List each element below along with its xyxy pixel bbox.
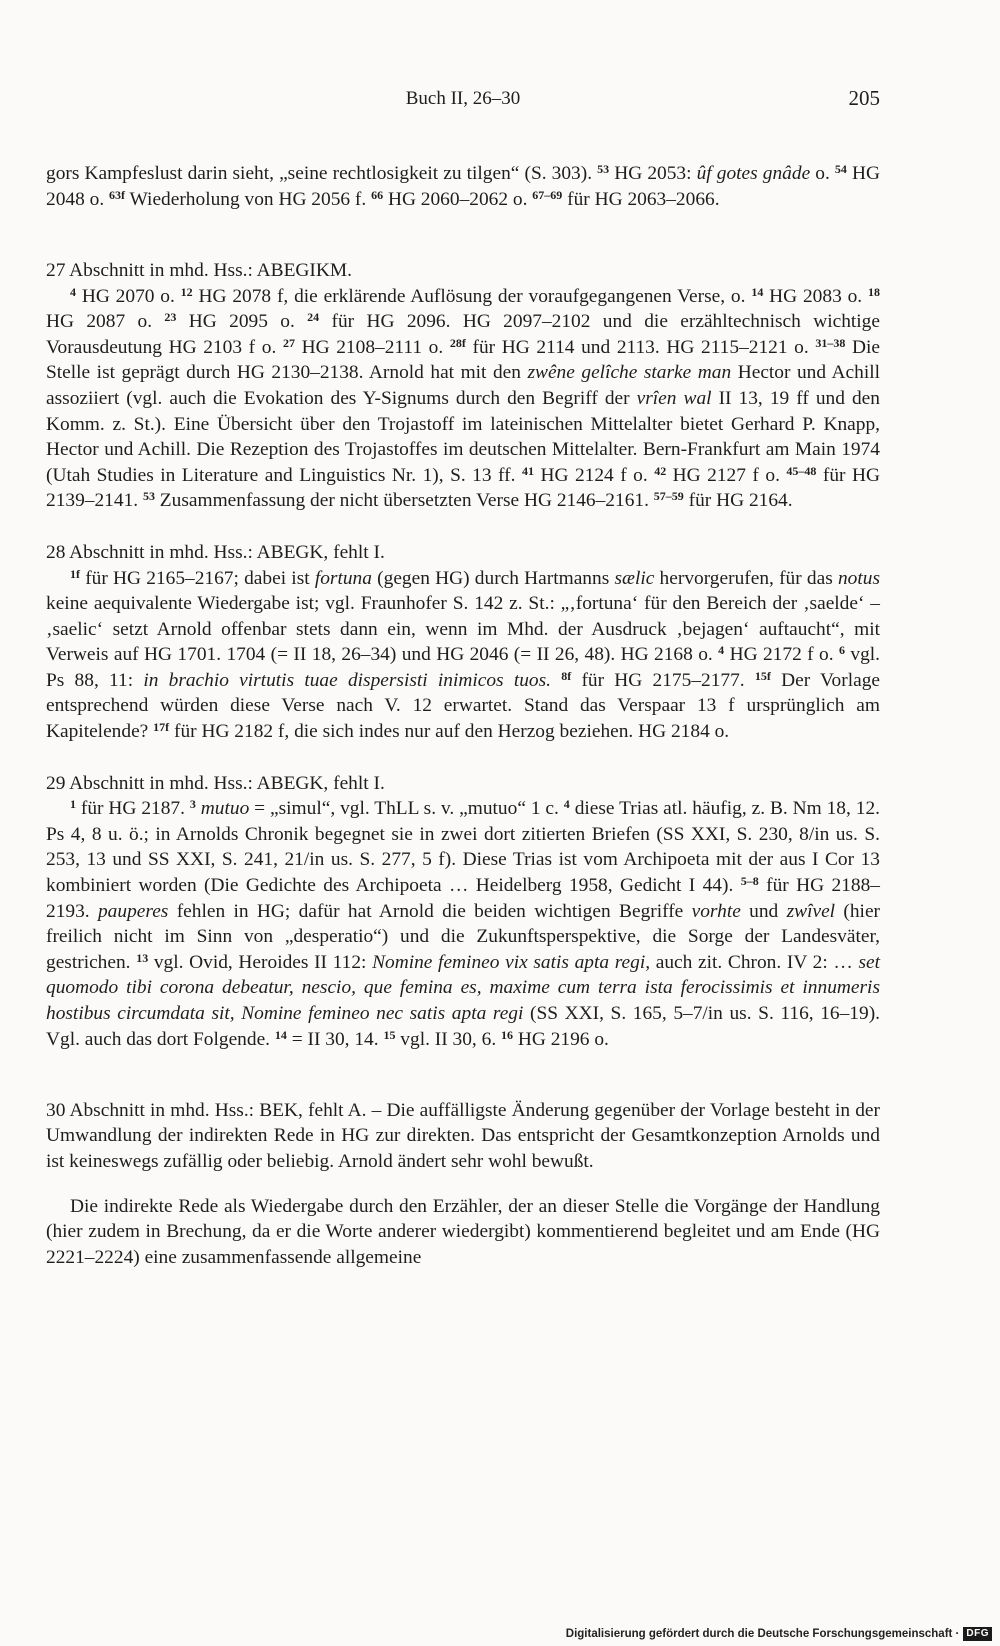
quoted-text: notus xyxy=(837,567,880,589)
note-number: 4 xyxy=(718,643,725,658)
text-run: HG 2078 f, die erklärende Auflösung der voraufgegangenen Verse, o. xyxy=(192,285,752,307)
note-number: 1f xyxy=(70,566,80,581)
page-header xyxy=(46,86,880,116)
text-run: HG 2095 o. xyxy=(176,311,308,333)
note-number: 14 xyxy=(751,284,764,299)
section-26-continuation xyxy=(46,161,880,212)
text-run: für HG 2164. xyxy=(683,490,793,512)
text-run: = II 30, 14. xyxy=(286,1028,384,1050)
note-number: 57–59 xyxy=(653,489,684,504)
quoted-text: set quomodo tibi corona debeatur, nescio, que femina es, maxime cum terra ista ferocissimis et innumeris hostibus circumdata sit, Nomine femineo nec satis apta regi xyxy=(46,951,880,1024)
quoted-text: zwîvel xyxy=(786,900,836,922)
section-text xyxy=(46,284,880,514)
note-number: 14 xyxy=(274,1027,287,1042)
text-run: Hector und Achill assoziiert (vgl. auch die Evokation des Y-Signums durch den Begriff der xyxy=(46,362,880,409)
section-28 xyxy=(46,540,880,745)
quoted-text: in brachio virtutis tuae dispersisti inimicos tuos. xyxy=(143,669,552,691)
note-number: 23 xyxy=(164,310,177,325)
section-heading: 27 Abschnitt in mhd. Hss.: ABEGIKM. xyxy=(46,259,352,281)
note-number: 3 xyxy=(189,797,196,812)
section-heading: 29 Abschnitt in mhd. Hss.: ABEGK, fehlt I. xyxy=(46,772,385,794)
text-run: HG 2053: xyxy=(609,163,697,185)
note-number: 15 xyxy=(383,1027,396,1042)
text-run: für HG 2187. xyxy=(76,798,190,820)
text-run: und xyxy=(740,900,787,922)
text-run: für HG 2063–2066. xyxy=(562,188,720,210)
text-run: für HG 2188–2193. xyxy=(46,875,881,922)
quoted-text: sælic xyxy=(614,567,655,589)
text-run: (hier freilich nicht im Sinn von „desperatio“) und die Zukunftsperspektive, die Sorge der Landesväter, gestrichen. xyxy=(46,900,881,973)
text-run: Zusammenfassung der nicht übersetzten Verse HG 2146–2161. xyxy=(154,490,654,512)
text-run: HG 2108–2111 o. xyxy=(294,336,450,358)
note-number: 1 xyxy=(70,797,76,812)
note-number: 45–48 xyxy=(786,463,817,478)
text-run: für HG 2114 und 2113. HG 2115–2121 o. xyxy=(465,336,816,358)
text-run: HG 2083 o. xyxy=(763,285,868,307)
note-number: 67–69 xyxy=(532,187,563,202)
text-run xyxy=(551,670,561,691)
note-number: 66 xyxy=(371,187,384,202)
section-heading: 28 Abschnitt in mhd. Hss.: ABEGK, fehlt I. xyxy=(46,541,385,563)
text-run: für HG 2175–2177. xyxy=(571,669,755,691)
text-run: für HG 2139–2141. xyxy=(46,464,880,512)
text-run: für HG 2182 f, die sich indes nur auf den Herzog beziehen. HG 2184 o. xyxy=(169,721,730,743)
quoted-text: vrîen wal xyxy=(636,387,712,409)
section-text xyxy=(46,1098,880,1175)
text-run: o. xyxy=(810,163,835,185)
quoted-text: fortuna xyxy=(314,567,372,589)
note-number: 4 xyxy=(70,284,76,299)
note-number: 4 xyxy=(563,797,570,812)
quoted-text: zwêne gelîche starke man xyxy=(527,362,732,384)
section-text xyxy=(46,161,880,212)
text-run: für HG 2096. HG 2097–2102 und die erzähltechnisch wichtige Vorausdeutung HG 2103 f o. xyxy=(46,311,880,358)
note-number: 28f xyxy=(449,335,466,350)
text-run: HG 2172 f o. xyxy=(724,644,839,666)
text-run: hervorgerufen, für das xyxy=(654,567,838,589)
text-run: diese Trias atl. häufig, z. B. Nm 18, 12. Ps 4, 8 u. ö.; in Arnolds Chronik begegnet sie in zwei dort zitierten Briefen (SS XXI, S. 230, 8/in us. S. 253, 13 und SS XXI, S. 241, 21/in us. S. 277, 5 f). Diese Trias ist vom Archipoeta mit der aus I Cor 13 kombiniert worden (Die Gedichte des Archipoeta … Heidelberg 1958, Gedicht I 44). xyxy=(46,798,880,897)
note-number: 13 xyxy=(136,950,149,965)
note-number: 53 xyxy=(597,162,610,177)
credit-text: Digitalisierung gefördert durch die Deutsche Forschungsgemeinschaft · xyxy=(565,1628,960,1640)
section-29 xyxy=(46,771,880,1053)
running-title: Buch II, 26–30 xyxy=(405,88,521,109)
dfg-logo: DFG xyxy=(963,1627,992,1641)
quoted-text: ûf gotes gnâde xyxy=(696,163,811,185)
note-number: 5–8 xyxy=(740,874,759,889)
text-run: HG 2048 o. xyxy=(46,163,881,210)
note-number: 63f xyxy=(109,187,126,202)
quoted-text: mutuo xyxy=(200,798,250,820)
text-run: HG 2070 o. xyxy=(76,285,181,307)
text-run: vgl. Ovid, Heroides II 112: xyxy=(148,951,373,973)
note-number: 24 xyxy=(307,310,320,325)
note-number: 41 xyxy=(521,463,534,478)
text-run: HG 2087 o. xyxy=(46,311,165,333)
note-number: 8f xyxy=(561,668,572,683)
text-run: 30 Abschnitt in mhd. Hss.: BEK, fehlt A. – Die auffälligste Änderung gegenüber der Vorlage besteht in der Umwandlung der indirekten Rede in HG zur direkten. Das entspricht der Gesamtkonzeption Arnolds und ist keineswegs zufällig oder beliebig. Arnold ändert sehr wohl bewußt. xyxy=(46,1099,880,1172)
section-30 xyxy=(46,1098,880,1271)
text-run: fehlen in HG; dafür hat Arnold die beiden wichtigen Begriffe xyxy=(168,900,692,922)
text-run: (gegen HG) durch Hartmanns xyxy=(371,567,615,589)
text-run: HG 2127 f o. xyxy=(666,464,787,486)
note-number: 27 xyxy=(282,335,295,350)
quoted-text: vorhte xyxy=(691,900,741,922)
note-number: 15f xyxy=(754,668,771,683)
text-run: Wiederholung von HG 2056 f. xyxy=(125,188,372,210)
text-run: gors Kampfeslust darin sieht, „seine rechtlosigkeit zu tilgen“ (S. 303). xyxy=(46,163,598,185)
note-number: 6 xyxy=(838,643,845,658)
note-number: 31–38 xyxy=(815,335,846,350)
section-30-continuation: Die indirekte Rede als Wiedergabe durch den Erzähler, der an dieser Stelle die Vorgänge der Handlung (hier zudem in Brechung, da er die Worte anderer wiedergibt) kommentierend begleitet und am Ende (HG 2221–2224) eine zusammenfassende allgemeine xyxy=(46,1195,880,1268)
note-number: 53 xyxy=(142,489,155,504)
text-run: für HG 2165–2167; dabei ist xyxy=(80,567,315,589)
section-text xyxy=(46,566,880,745)
note-number: 18 xyxy=(867,284,880,299)
text-run: = „simul“, vgl. ThLL s. v. „mutuo“ 1 c. xyxy=(249,798,564,820)
note-number: 12 xyxy=(180,284,193,299)
digitization-credit xyxy=(566,1625,992,1643)
text-run: HG 2196 o. xyxy=(513,1028,609,1050)
text-run: vgl. Ps 88, 11: xyxy=(46,644,880,691)
text-run: Die Stelle ist geprägt durch HG 2130–2138. Arnold hat mit den xyxy=(46,336,881,384)
page-number: 205 xyxy=(848,86,880,110)
note-number: 42 xyxy=(654,463,667,478)
quoted-text: pauperes xyxy=(97,900,169,922)
text-run: HG 2060–2062 o. xyxy=(383,188,533,210)
section-text xyxy=(46,796,880,1052)
quoted-text: Nomine femineo vix satis apta regi, xyxy=(372,951,651,973)
note-number: 16 xyxy=(501,1027,514,1042)
text-run: HG 2124 f o. xyxy=(533,464,655,486)
text-run: (SS XXI, S. 165, 5–7/in us. S. 116, 16–19). Vgl. auch das dort Folgende. xyxy=(46,1003,881,1050)
note-number: 17f xyxy=(153,720,170,735)
text-run: Der Vorlage entsprechend würden diese Verse nach V. 12 erwartet. Stand das Verspaar 13 f ursprünglich am Kapitelende? xyxy=(46,669,880,743)
commentary-body xyxy=(46,142,880,1271)
note-number: 54 xyxy=(834,162,847,177)
text-run: auch zit. Chron. IV 2: … xyxy=(650,951,859,973)
text-run: II 13, 19 ff und den Komm. z. St.). Eine Übersicht über den Trojastoff im lateinischen Mittelalter bietet Gerhard P. Knapp, Hector und Achill. Die Rezeption des Trojastoffes im deutschen Mittelalter. Bern-Frankfurt am Main 1974 (Utah Studies in Literature and Linguistics Nr. 1), S. 13 ff. xyxy=(46,387,880,486)
text-run: vgl. II 30, 6. xyxy=(395,1028,502,1050)
section-27 xyxy=(46,258,880,514)
text-run: keine aequivalente Wiedergabe ist; vgl. Fraunhofer S. 142 z. St.: „‚fortuna‘ für den Bereich der ‚saelde‘ – ‚saelic‘ setzt Arnold offenbar stets dann ein, wenn im Mhd. der Ausdruck ‚bejagen‘ auftaucht“, mit Verweis auf HG 1701. 1704 (= II 18, 26–34) und HG 2046 (= II 26, 48). HG 2168 o. xyxy=(46,593,880,666)
